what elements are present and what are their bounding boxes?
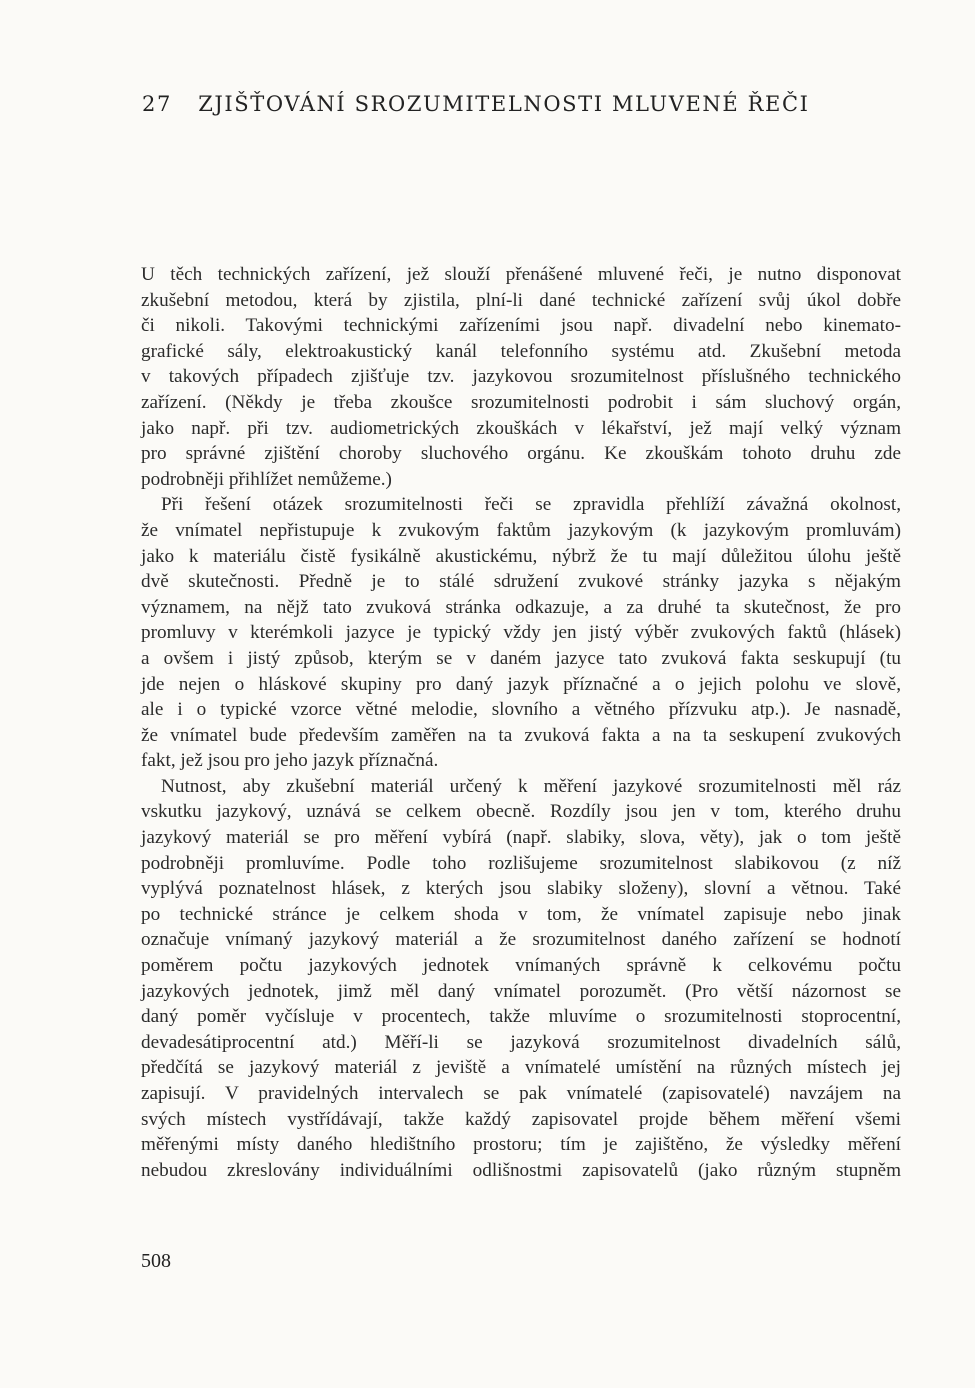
text-line: či nikoli. Takovými technickými zařízeními jsou např. divadelní nebo kinemato- (141, 315, 901, 337)
text-line: jako k materiálu čistě fysikálně akustickému, nýbrž že tu mají důležitou úlohu ještě (141, 545, 901, 567)
text-line: a ovšem i jistý způsob, kterým se v daném jazyce tato zvuková fakta seskupují (tu (141, 647, 901, 669)
text-line: označuje vnímaný jazykový materiál a že srozumitelnost daného zařízení se hodnotí (141, 929, 901, 951)
text-line: podrobněji promluvíme. Podle toho rozlišujeme srozumitelnost slabikovou (z níž (141, 852, 901, 874)
text-line: zařízení. (Někdy je třeba zkoušce srozumitelnosti podrobit i sám sluchový orgán, (141, 391, 901, 413)
text-line: daný poměr vyčísluje v procentech, takže mluvíme o srozumitelnosti stoprocentní, (141, 1006, 901, 1028)
paragraph (141, 774, 901, 1184)
text-line: jazykových jednotek, jimž měl daný vnímatel porozumět. (Pro větší názornost se (141, 980, 901, 1002)
body-text (141, 262, 901, 1183)
text-line: grafické sály, elektroakustický kanál telefonního systému atd. Zkušební metoda (141, 340, 901, 362)
text-line: promluvy v kterémkoli jazyce je typický vždy jen jistý výběr zvukových faktů (hlásek) (141, 622, 901, 644)
text-line: že vnímatel nepřistupuje k zvukovým faktům jazykovým (k jazykovým promluvám) (141, 519, 901, 541)
text-line: jako např. při tzv. audiometrických zkouškách v lékařství, jež mají velký význam (141, 417, 901, 439)
text-line: zapisují. V pravidelných intervalech se pak vnímatelé (zapisovatelé) navzájem na (141, 1083, 901, 1104)
chapter-number: 27 (142, 92, 172, 116)
text-line: že vnímatel bude především zaměřen na ta zvuková fakta a na ta seskupení zvukových (141, 724, 901, 746)
text-line: pro správné zjištění choroby sluchového orgánu. Ke zkouškám tohoto druhu zde (141, 443, 901, 465)
text-line: vskutku jazykový, uznává se celkem obecně. Rozdíly jsou jen v tom, kterého druhu (141, 801, 901, 823)
text-line: dvě skutečnosti. Předně je to stálé sdružení zvukové stránky jazyka s nějakým (141, 571, 901, 593)
chapter-heading (142, 92, 810, 116)
text-line: jazykový materiál se pro měření vybírá (např. slabiky, slova, věty), jak o tom ještě (141, 827, 901, 849)
page-number: 508 (141, 1250, 171, 1272)
paragraph (141, 492, 901, 774)
text-line: nebudou zkreslovány individuálními odlišnostmi zapisovatelů (jako různým stupněm (141, 1159, 901, 1181)
text-line: ale i o typické vzorce větné melodie, slovního a větného přízvuku atp.). Je nasnadě, (141, 699, 901, 721)
chapter-title: ZJIŠŤOVÁNÍ SROZUMITELNOSTI MLUVENÉ ŘEČI (198, 92, 810, 116)
text-line: svých místech vystřídávají, takže každý zapisovatel projde během měření všemi (141, 1108, 901, 1130)
text-line: poměrem počtu jazykových jednotek vnímaných správně k celkovému počtu (141, 955, 901, 977)
text-line: v takových případech zjišťuje tzv. jazykovou srozumitelnost příslušného technického (141, 366, 901, 388)
text-line: jde nejen o hláskové skupiny pro daný jazyk příznačné a o jejich polohu ve slově, (141, 673, 901, 695)
text-line: významem, na nějž tato zvuková stránka odkazuje, a za druhé ta skutečnost, že pro (141, 596, 901, 618)
text-line: podrobněji přihlížet nemůžeme.) (141, 468, 392, 490)
text-line: zkušební metodou, která by zjistila, plní-li dané technické zařízení svůj úkol dobře (141, 289, 901, 311)
text-line: devadesátiprocentní atd.) Měří-li se jazyková srozumitelnost divadelních sálů, (141, 1031, 901, 1053)
text-line: měřenými místy daného hledištního prostoru; tím je zajištěno, že výsledky měření (141, 1134, 901, 1156)
text-line: Nutnost, aby zkušební materiál určený k měření jazykové srozumitelnosti měl ráz (161, 775, 901, 797)
text-line: U těch technických zařízení, jež slouží přenášené mluvené řeči, je nutno disponovat (141, 264, 901, 285)
text-line: fakt, jež jsou pro jeho jazyk příznačná. (141, 750, 439, 772)
paragraph (141, 262, 901, 492)
text-line: předčítá se jazykový materiál z jeviště a vnímatelé umístění na různých místech jej (141, 1057, 901, 1079)
text-line: vyplývá poznatelnost hlásek, z kterých jsou slabiky složeny), slovní a větnou. Také (141, 878, 901, 900)
text-line: Při řešení otázek srozumitelnosti řeči se zpravidla přehlíží závažná okolnost, (161, 494, 901, 516)
text-line: po technické stránce je celkem shoda v tom, že vnímatel zapisuje nebo jinak (141, 903, 901, 925)
